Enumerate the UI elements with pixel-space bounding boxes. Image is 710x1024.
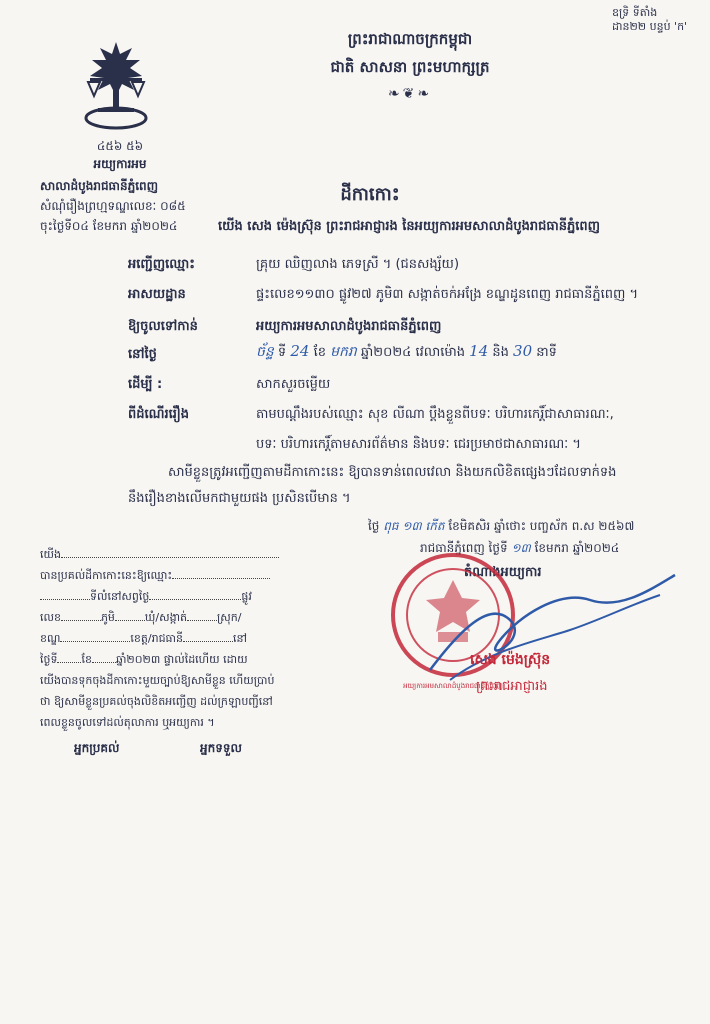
matter-line2: បទៈ បរិហារកេរ្តិ៍តាមសារព័ត៌មាន និងបទៈ ជេរប្រមាថជាសាធារណៈ ។ <box>256 437 581 452</box>
receiver-label: អ្នកទទួល <box>200 741 242 755</box>
form-ref-line2: ដាន២២ បន្ទប់ 'ក' <box>612 20 688 33</box>
service-line3: ទីលំនៅសព្វថ្ងៃ ផ្លូវ <box>40 586 292 607</box>
service-line7: យើងបានទុកចុងដីកាកោះមួយច្បាប់ឱ្យសាមីខ្លួន ហើយប្រាប់ <box>40 674 275 687</box>
lunar-date-line <box>368 518 688 536</box>
service-record <box>40 544 292 733</box>
kingdom-title: ព្រះរាជាណាចក្រកម្ពុជា <box>347 30 473 48</box>
form-reference <box>612 6 687 34</box>
month-label: ខែ <box>313 345 326 360</box>
form-ref-line1: ឧទ្រិ ទីតាំង <box>612 6 658 19</box>
year-time-label: ឆ្នាំ២០២៤ វេលាម៉ោង <box>360 345 466 360</box>
minute-label: នាទី <box>536 345 557 360</box>
seal-caption: អយ្យការអមសាលាដំបូងរាជធានីភ្នំពេញ <box>403 682 503 690</box>
intro-line: យើង សេង ម៉េងស្រ៊ុន ព្រះរាជអាជ្ញារង នៃអយ្យការអមសាលាដំបូងរាជធានីភ្នំពេញ <box>218 219 601 234</box>
appointment-day: 24 <box>290 342 310 360</box>
matter-label: ពីដំណើររឿង <box>128 407 190 422</box>
service-line9: ពេលខ្លួនចូលទៅដល់តុលាការ ឬអយ្យការ ។ <box>40 716 215 729</box>
signatory-position: ព្រះរាជអាជ្ញារង <box>476 679 548 694</box>
matter-line1: តាមបណ្តឹងរបស់ឈ្មោះ សុខ លីណា ប្តឹងខ្លួនពីបទៈ បរិហារកេរ្តិ៍ជាសាធារណៈ, <box>256 407 614 422</box>
purpose-value: សាកសួរចម្លើយ <box>256 377 331 392</box>
to-label: ឱ្យចូលទៅកាន់ <box>128 319 198 334</box>
solar-date-prefix: រាជធានីភ្នំពេញ ថ្ងៃទី <box>420 541 508 555</box>
appointment-weekday: ច័ន្ទ <box>256 344 274 360</box>
handwritten-signature-icon <box>420 570 680 690</box>
service-line6: ថ្ងៃទី ខែ ឆ្នាំ២០២៣ ផ្ទាល់ដៃហើយ ដោយ <box>40 653 248 666</box>
instruction-line1: សាមីខ្លួនត្រូវអញ្ជើញតាមដីកាកោះនេះ ឱ្យបានទាន់ពេលវេលា និងយកលិខិតផ្សេងៗដែលទាក់ទង <box>168 465 617 480</box>
instruction-line2: នឹងរឿងខាងលើមកជាមួយផង ប្រសិនបើមាន ។ <box>128 491 351 506</box>
issuer-office: អយ្យការអម <box>93 157 147 171</box>
day-label: ទី <box>277 345 287 360</box>
prosecution-emblem-icon <box>76 38 156 134</box>
document-title: ដីកាកោះ <box>340 184 400 205</box>
emblem-code: ៤៥៦ ៥៦ <box>96 139 144 153</box>
appointment-month: មករា <box>330 344 357 360</box>
case-number: សំណុំរឿងព្រហ្មទណ្ឌលេខៈ ០៨៥ <box>40 199 186 213</box>
signature-title: តំណាងអយ្យការ <box>464 565 542 580</box>
service-line1: យើង <box>40 544 292 565</box>
service-line4: លេខ ភូមិ ឃុំ/សង្កាត់ ស្រុក/ <box>40 611 242 624</box>
lunar-date-label: ថ្ងៃ <box>368 519 380 533</box>
appointment-hour: 14 <box>469 342 489 360</box>
appointment-date-label: នៅថ្ងៃ <box>128 347 157 362</box>
solar-date-day: ១៣ <box>511 541 531 555</box>
national-motto: ជាតិ សាសនា ព្រះមហាក្សត្រ <box>330 58 490 76</box>
issue-date: ចុះថ្ងៃទី០៤ ខែមករា ឆ្នាំ២០២៤ <box>40 219 178 233</box>
address-value: ផ្ទះលេខ១១៣០ ផ្លូវ២៧ ភូមិ៣ សង្កាត់ចក់អង្រែ ខណ្ឌដូនពេញ រាជធានីភ្នំពេញ ។ <box>256 287 639 302</box>
purpose-label: ដើម្បី : <box>128 377 163 392</box>
address-label: អាសយដ្ឋាន <box>128 287 186 302</box>
issuer-court: សាលាដំបូងរាជធានីភ្នំពេញ <box>40 179 159 193</box>
deliverer-label: អ្នកប្រគល់ <box>74 741 120 755</box>
to-value: អយ្យការអមសាលាដំបូងរាជធានីភ្នំពេញ <box>256 319 442 334</box>
summoned-value: គ្រុយ ឈិញលាង ភេទស្រី ។ (ជនសង្ស័យ) <box>256 257 460 272</box>
lunar-date-value: ពុធ ១៣ កើត <box>383 519 445 533</box>
solar-date-tail: ខែមករា ឆ្នាំ២០២៤ <box>534 541 620 555</box>
appointment-date-row <box>256 342 696 363</box>
service-line8: ថា ឱ្យសាមីខ្លួនប្រគល់ចុងលិខិតអញ្ជើញ ដល់ក្រឡាបញ្ជីនៅ <box>40 695 273 708</box>
service-line5: ខណ្ឌ ខេត្ត/រាជធានី នៅ <box>40 632 247 645</box>
service-line2: បានប្រគល់ដីកាកោះនេះឱ្យឈ្មោះ <box>40 565 292 586</box>
signatory-name: សេង ម៉េងស្រ៊ុន <box>470 652 551 668</box>
and-label: និង <box>492 345 509 360</box>
summoned-label: អញ្ជើញឈ្មោះ <box>128 257 195 272</box>
header-ornament: ❧❦❧ <box>387 86 433 102</box>
appointment-minute: 30 <box>513 342 533 360</box>
lunar-date-tail: ខែមិគសិរ ឆ្នាំថោះ បញ្ចស័ក ព.ស ២៥៦៧ <box>448 519 635 533</box>
